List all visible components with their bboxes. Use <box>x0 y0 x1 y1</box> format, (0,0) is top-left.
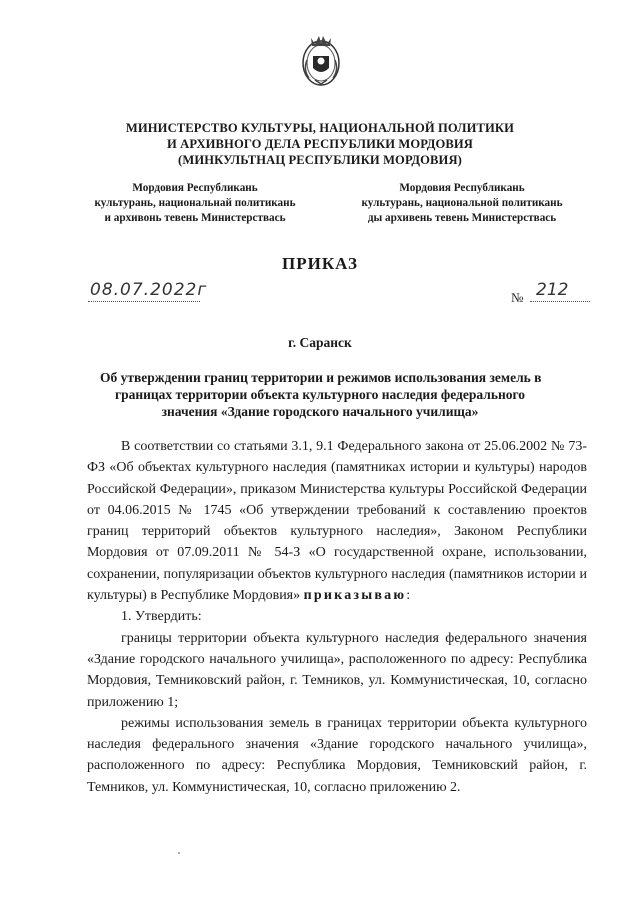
moksha-line: и архивонь тевень Министерствась <box>104 212 286 224</box>
order-date: 08.07.2022г <box>90 280 208 300</box>
paragraph-boundaries: границы территории объекта культурного наследия федерального значения «Здание городского начального училища», расположенного по адресу: Республика Мордовия, Темниковский район, г. Темников, ул. Коммунистическая, 10, согласно приложению 1; <box>87 630 587 710</box>
number-underline <box>530 301 590 302</box>
ministry-name-moksha <box>60 181 330 226</box>
moksha-line: Мордовия Республикань <box>132 182 258 194</box>
ministry-name-erzya <box>322 181 602 226</box>
ministry-line: МИНИСТЕРСТВО КУЛЬТУРЫ, НАЦИОНАЛЬНОЙ ПОЛИТИКИ <box>125 121 515 135</box>
erzya-line: культурань, национальной политикань <box>361 197 563 209</box>
ministry-name <box>0 120 640 168</box>
number-label: № <box>511 290 524 305</box>
order-number: 212 <box>536 280 569 300</box>
title-line: границах территории объекта культурного наследия федерального <box>114 387 526 402</box>
title-line: Об утверждении границ территории и режимов использования земель в <box>100 370 542 385</box>
erzya-line: ды архивень тевень Министерствась <box>367 212 557 224</box>
coat-of-arms-icon <box>297 30 345 90</box>
order-body <box>87 436 587 798</box>
ministry-line: (МИНКУЛЬТНАЦ РЕСПУБЛИКИ МОРДОВИЯ) <box>178 153 462 167</box>
item-1: 1. Утвердить: <box>121 609 202 625</box>
preamble-text: В соответствии со статьями 3.1, 9.1 Федерального закона от 25.06.2002 № 73-ФЗ «Об объектах культурного наследия (памятниках истории и культуры) народов Российской Федерации», приказом Министерства культуры Российской Федерации от 04.06.2015 № 1745 «Об утверждении требований к составлению проектов границ территорий объектов культурного наследия», Законом Республики Мордовия от 07.09.2011 № 54-З «О государственной охране, использовании, сохранении, популяризации объектов культурного наследия (памятников истории и культуры) в Республике Мордовия» <box>87 439 587 604</box>
moksha-line: культурань, национальнай политикань <box>94 197 296 209</box>
scan-speck <box>178 852 180 854</box>
order-title <box>100 369 540 420</box>
colon: : <box>406 588 411 604</box>
paragraph-land-use: режимы использования земель в границах территории объекта культурного наследия федерального значения «Здание городского начального училища», расположенного по адресу: Республика Мордовия, Темниковский район, г. Темников, ул. Коммунистическая, 10, согласно приложению 2. <box>87 715 587 795</box>
city: г. Саранск <box>288 335 352 350</box>
ministry-line: И АРХИВНОГО ДЕЛА РЕСПУБЛИКИ МОРДОВИЯ <box>167 137 473 151</box>
order-word: приказываю <box>303 588 407 604</box>
title-line: значения «Здание городского начального училища» <box>161 404 479 419</box>
document-type-heading: ПРИКАЗ <box>282 254 358 273</box>
date-underline <box>88 301 200 302</box>
erzya-line: Мордовия Республикань <box>399 182 525 194</box>
preamble-paragraph <box>87 436 587 606</box>
